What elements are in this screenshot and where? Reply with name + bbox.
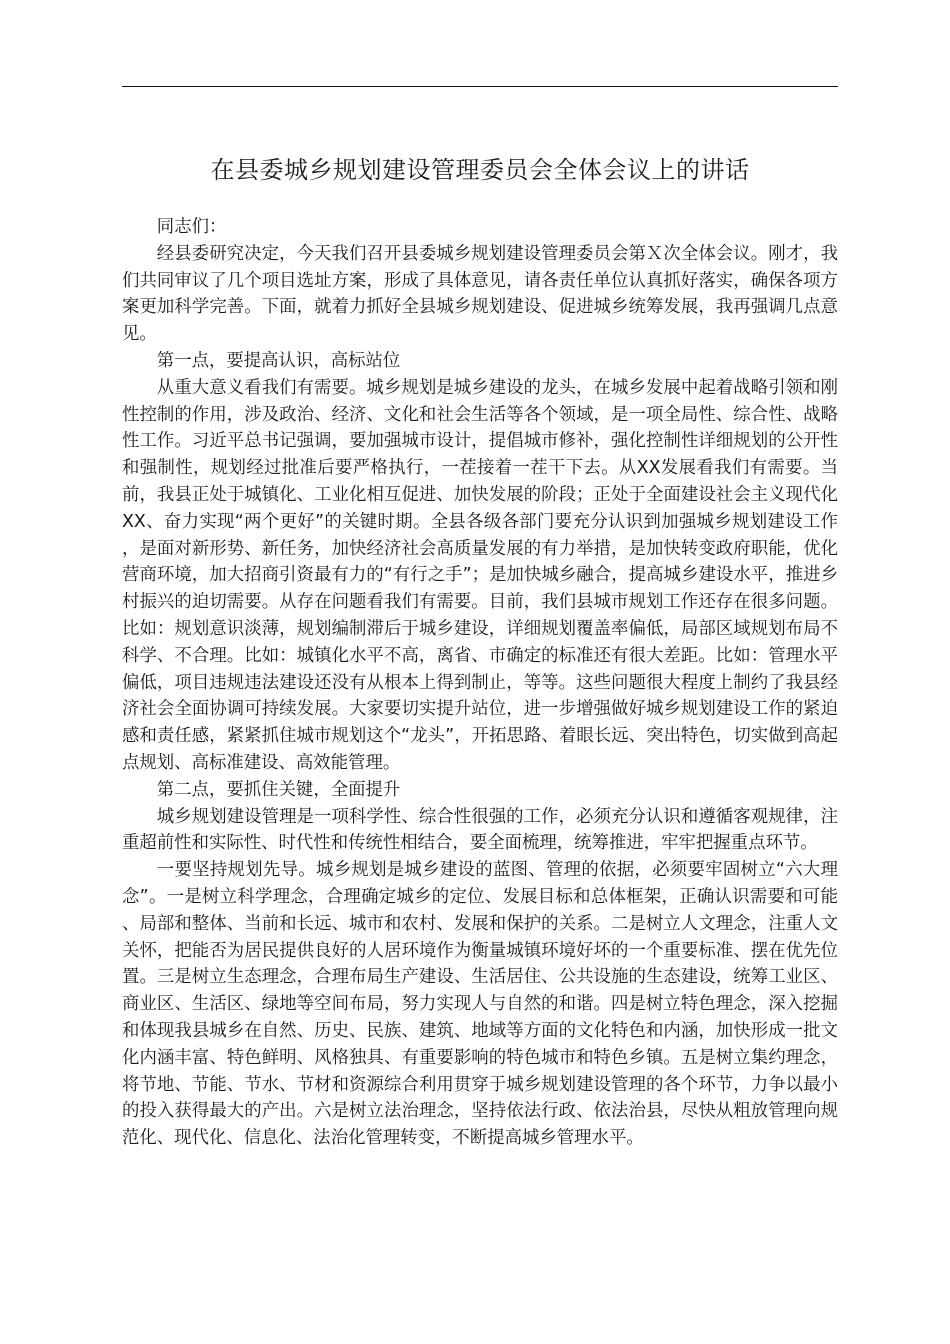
opening-paragraph: 经县委研究决定，今天我们召开县委城乡规划建设管理委员会第Ｘ次全体会议。刚才，我们共同审议了几个项目选址方案，形成了具体意见，请各责任单位认真抓好落实，确保各项方案更加科学完善。下面，就着力抓好全县城乡规划建设、促进城乡统筹发展，我再强调几点意见。: [122, 243, 838, 345]
section-heading-1: 第一点，要提高认识，高标站位: [156, 350, 401, 371]
document-title: 在县委城乡规划建设管理委员会全体会议上的讲话: [210, 156, 750, 184]
section-1-body: 从重大意义看我们有需要。城乡规划是城乡建设的龙头，在城乡发展中起着战略引领和刚性控制的作用，涉及政治、经济、文化和社会生活等各个领域，是一项全局性、综合性、战略性工作。习近平总书记强调，要加强城市设计，提倡城市修补，强化控制性详细规划的公开性和强制性，规划经过批准后要严格执行，一茬接着一茬干下去。从XX发展看我们有需要。当前，我县正处于城镇化、工业化相互促进、加快发展的阶段；正处于全面建设社会主义现代化XX、奋力实现“两个更好”的关键时期。全县各级各部门要充分认识到加强城乡规划建设工作，是面对新形势、新任务，加快经济社会高质量发展的有力举措，是加快转变政府职能，优化营商环境，加大招商引资最有力的“有行之手”；是加快城乡融合，提高城乡建设水平，推进乡村振兴的迫切需要。从存在问题看我们有需要。目前，我们县城市规划工作还存在很多问题。比如：规划意识淡薄，规划编制滞后于城乡建设，详细规划覆盖率偏低，局部区域规划布局不科学、不合理。比如：城镇化水平不高，离省、市确定的标准还有很大差距。比如：管理水平偏低，项目违规违法建设还没有从根本上得到制止，等等。这些问题很大程度上制约了我县经济社会全面协调可持续发展。大家要切实提升站位，进一步增强做好城乡规划建设工作的紧迫感和责任感，紧紧抓住城市规划这个“龙头”，开拓思路、着眼长远、突出特色，切实做到高起点规划、高标准建设、高效能管理。: [122, 377, 838, 773]
section-2-point-1: 一要坚持规划先导。城乡规划是城乡建设的蓝图、管理的依据，必须要牢固树立“六大理念”。一是树立科学理念，合理确定城乡的定位、发展目标和总体框架，正确认识需要和可能、局部和整体、当前和长远、城市和农村、发展和保护的关系。二是树立人文理念，注重人文关怀，把能否为居民提供良好的人居环境作为衡量城镇环境好坏的一个重要标准、摆在优先位置。三是树立生态理念，合理布局生产建设、生活居住、公共设施的生态建设，统筹工业区、商业区、生活区、绿地等空间布局，努力实现人与自然的和谐。四是树立特色理念，深入挖掘和体现我县城乡在自然、历史、民族、建筑、地域等方面的文化特色和内涵，加快形成一批文化内涵丰富、特色鲜明、风格独具、有重要影响的特色城市和特色乡镇。五是树立集约理念，将节地、节能、节水、节材和资源综合利用贯穿于城乡规划建设管理的各个环节，力争以最小的投入获得最大的产出。六是树立法治理念，坚持依法行政、依法治县，尽快从粗放管理向规范化、现代化、信息化、法治化管理转变，不断提高城乡管理水平。: [122, 860, 838, 1149]
section-2-intro: 城乡规划建设管理是一项科学性、综合性很强的工作，必须充分认识和遵循客观规律，注重超前性和实际性、时代性和传统性相结合，要全面梳理，统筹推进，牢牢把握重点环节。: [122, 806, 838, 854]
salutation: 同志们：: [156, 217, 227, 237]
header-rule: [122, 86, 838, 87]
document-body: [122, 214, 838, 1152]
section-heading-2: 第二点，要抓住关键，全面提升: [156, 779, 401, 800]
